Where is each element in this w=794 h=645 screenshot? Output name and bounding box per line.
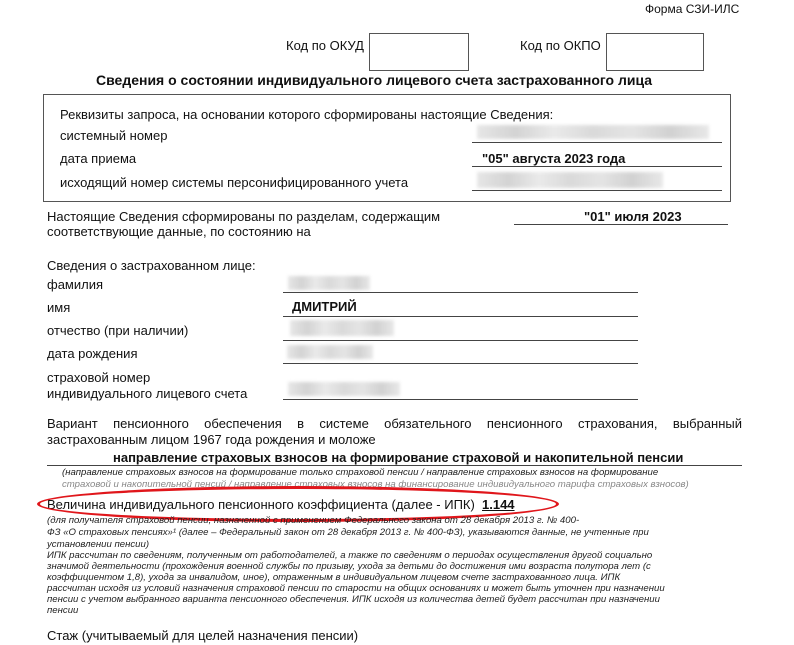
underline [283, 316, 638, 317]
snils-redacted [288, 382, 400, 396]
okud-label: Код по ОКУД [286, 38, 364, 53]
name-label: имя [47, 300, 71, 315]
system-number-label: системный номер [60, 128, 168, 143]
receipt-date-label: дата приема [60, 151, 137, 166]
ipk-paragraph-2: значимой деятельности (прохождения военной службы по призыву, ухода за детьми до достижения ими возраста полутора лет (с [47, 561, 651, 572]
formed-date: "01" июля 2023 [584, 209, 682, 224]
ipk-paragraph-5: пенсии с учетом выбранного варианта пенсионного обеспечения. ИПК исходя из количества детей будет рассчитан при назначении [47, 594, 660, 605]
document-heading: Сведения о состоянии индивидуального лицевого счета застрахованного лица [96, 72, 653, 88]
request-intro: Реквизиты запроса, на основании которого сформированы настоящие Сведения: [60, 107, 554, 122]
formed-line-2: соответствующие данные, по состоянию на [47, 224, 311, 239]
ipk-note-1: (для получателя страховой пенсии, назначенной с применением Федерального закона от 28 декабря 2013 г. № 400- [47, 515, 580, 526]
outgoing-number-label: исходящий номер системы персонифицированного учета [60, 175, 409, 190]
ipk-label: Величина индивидуального пенсионного коэффициента (далее - ИПК) [47, 497, 475, 512]
ipk-paragraph-4: рассчитан исходя из условий назначения страховой пенсии по старости на общих основаниях и может быть уточнен при назначении [47, 583, 665, 594]
underline [283, 292, 638, 293]
system-number-redacted [477, 125, 709, 139]
snils-label-2: индивидуального лицевого счета [47, 386, 248, 401]
underline [472, 190, 722, 191]
form-title: Форма СЗИ-ИЛС [645, 2, 740, 16]
underline [283, 340, 638, 341]
surname-label: фамилия [47, 277, 104, 292]
underline [472, 142, 722, 143]
pension-option-note-2: страховой и накопительной пенсий / направление страховых взносов на финансирование индивидуального тарифа страховых взносов) [62, 479, 689, 490]
underline [283, 399, 638, 400]
ipk-note-2: ФЗ «О страховых пенсиях»¹ (далее – Федеральный закон от 28 декабря 2013 г. № 400-ФЗ), указываются данные, не учтенные при [47, 527, 649, 538]
patronymic-redacted [290, 320, 394, 336]
experience-heading: Стаж (учитываемый для целей назначения пенсии) [47, 628, 359, 643]
underline [283, 363, 638, 364]
birthdate-label: дата рождения [47, 346, 138, 361]
pension-option-value: направление страховых взносов на формирование страховой и накопительной пенсии [113, 450, 684, 465]
outgoing-number-redacted [477, 172, 663, 188]
name-value: ДМИТРИЙ [292, 299, 357, 314]
person-intro: Сведения о застрахованном лице: [47, 258, 256, 273]
okud-code-box [369, 33, 469, 71]
patronymic-label: отчество (при наличии) [47, 323, 189, 338]
birthdate-redacted [287, 345, 373, 359]
ipk-note-3: установлении пенсии) [47, 539, 150, 550]
receipt-date-value: "05" августа 2023 года [482, 151, 626, 166]
pension-option-line-1: Вариант пенсионного обеспечения в системе обязательного пенсионного страхования, выбранный [47, 416, 742, 431]
surname-redacted [288, 276, 370, 290]
underline [47, 465, 742, 466]
ipk-value: 1.144 [482, 497, 515, 512]
okpo-code-box [606, 33, 704, 71]
pension-option-line-2: застрахованным лицом 1967 года рождения и моложе [47, 432, 376, 447]
underline [514, 224, 728, 225]
ipk-paragraph-1: ИПК рассчитан по сведениям, полученным от работодателей, а также по сведениям о периодах осуществления другой социально [47, 550, 653, 561]
ipk-paragraph-6: пенсии [47, 605, 79, 616]
ipk-paragraph-3: коэффициентом 1,8), ухода за инвалидом, иное), отраженным в индивидуальном лицевом счете застрахованного лица. ИПК [47, 572, 621, 583]
pension-option-note-1: (направление страховых взносов на формирование только страховой пенсии / направление страховых взносов на формирование [62, 467, 659, 478]
okpo-label: Код по ОКПО [520, 38, 601, 53]
snils-label-1: страховой номер [47, 370, 151, 385]
formed-line-1: Настоящие Сведения сформированы по разделам, содержащим [47, 209, 441, 224]
underline [472, 166, 722, 167]
